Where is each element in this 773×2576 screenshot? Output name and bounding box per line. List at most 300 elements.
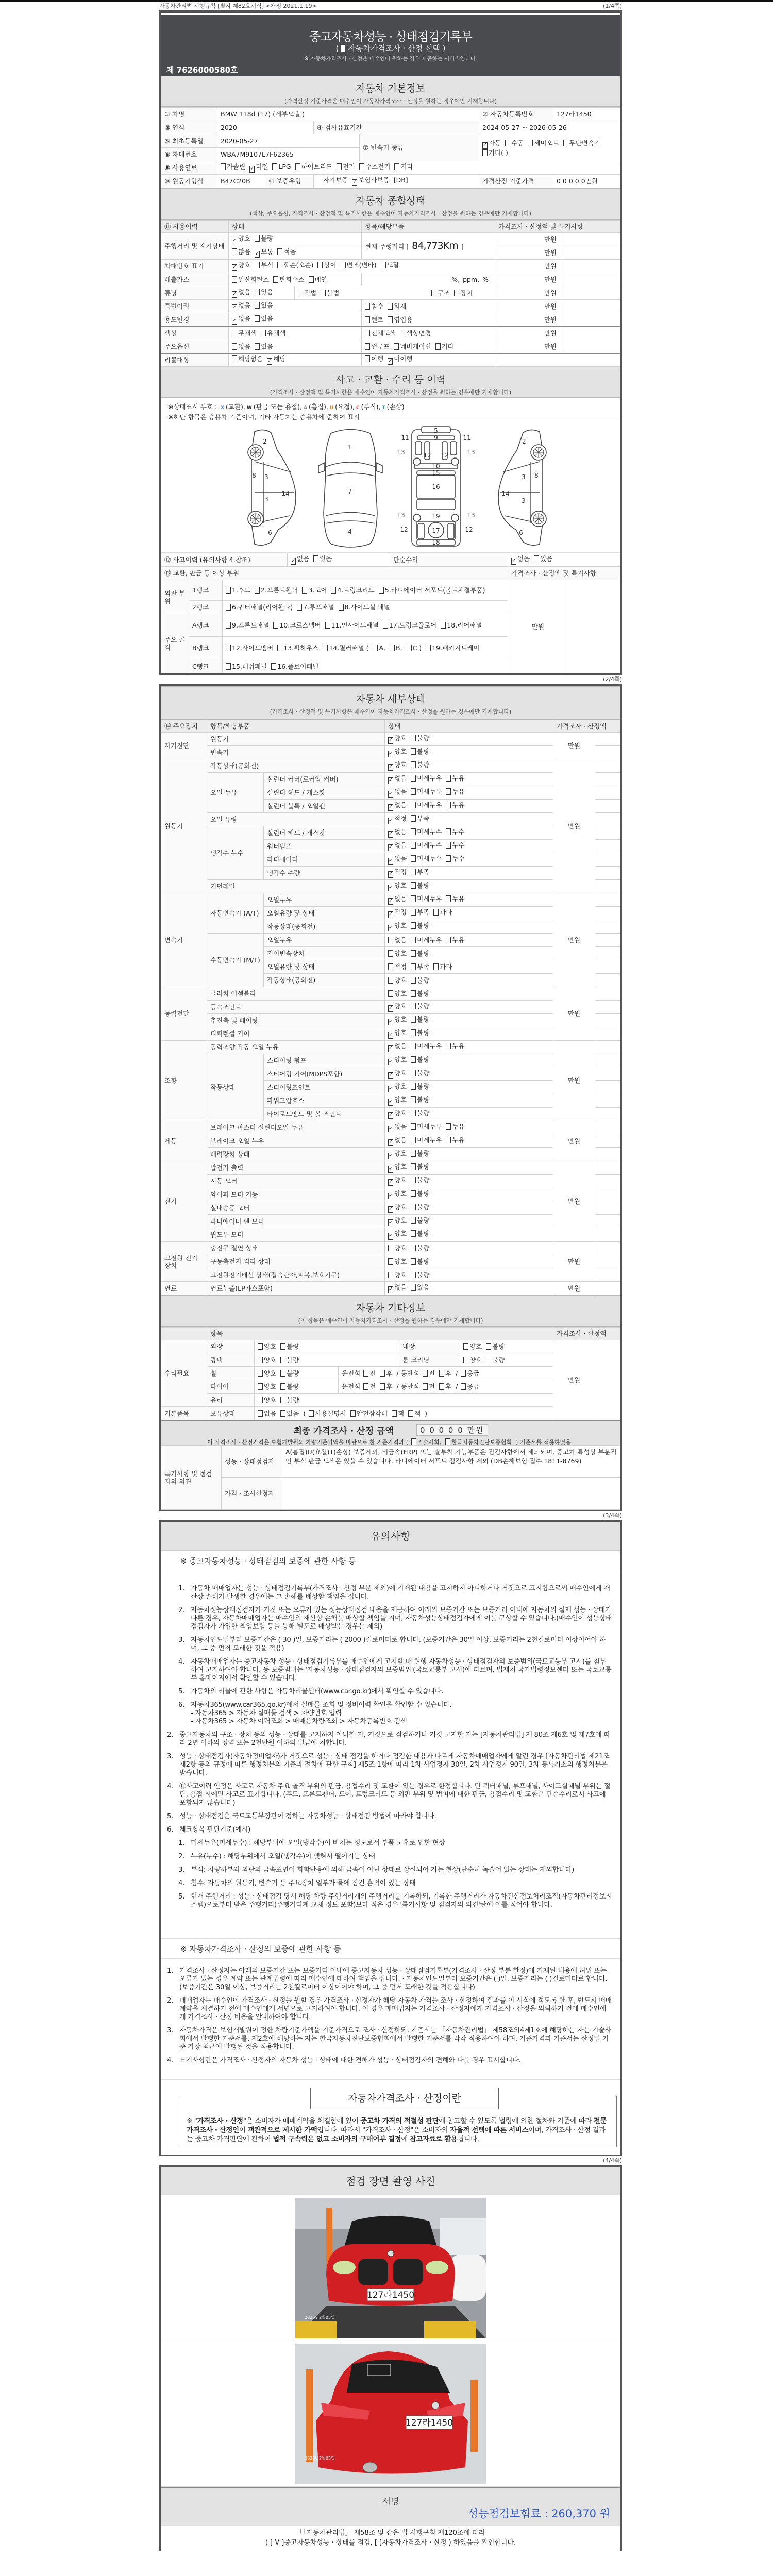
part-label: 발전기 출력 xyxy=(207,1161,385,1175)
status-cell xyxy=(385,1188,553,1201)
checkbox-option xyxy=(249,163,268,171)
table-row xyxy=(161,1228,623,1242)
checkbox-label: 없음 xyxy=(394,1136,407,1144)
checkbox-option xyxy=(232,301,250,309)
unchecked-box-icon xyxy=(317,262,323,268)
checkbox-option xyxy=(388,895,407,903)
checkbox-option xyxy=(388,1029,407,1037)
checkbox-label: 양호 xyxy=(394,1109,407,1117)
price-note xyxy=(561,273,622,286)
checked-box-icon xyxy=(232,238,237,244)
checked-box-icon xyxy=(388,911,393,918)
notes-section-2 xyxy=(161,1959,620,2079)
basic-info-title-bar xyxy=(161,76,620,107)
checkbox-label: 불량 xyxy=(417,748,430,755)
price-unit: 만원 xyxy=(553,1161,595,1242)
checkbox-option xyxy=(411,1271,429,1279)
checkbox-option xyxy=(411,1439,441,1446)
checkbox-option xyxy=(411,990,429,997)
device-group-label: 제동 xyxy=(161,1121,207,1161)
checkbox-label: 누유 xyxy=(452,801,465,809)
simple-repair-label: 단순수리 xyxy=(390,553,508,567)
checkbox-label: 하이브리드 xyxy=(301,163,332,171)
checkbox-label: 미이행 xyxy=(394,355,413,363)
checkbox-label: 과다 xyxy=(440,963,452,971)
checkbox-label: 양호 xyxy=(394,1216,407,1224)
checkbox-label: 누수 xyxy=(452,841,465,849)
checkbox-label: B, xyxy=(396,644,402,652)
checkbox-label: 미세누수 xyxy=(417,841,442,849)
checkbox-label: 불량 xyxy=(417,922,430,929)
checkbox-label: 과다 xyxy=(440,908,452,916)
diagram-part-number: 4 xyxy=(348,528,352,535)
checkbox-option xyxy=(411,1069,429,1077)
checkbox-option xyxy=(411,828,442,836)
diagram-part-number: 12 xyxy=(465,526,473,533)
price-note xyxy=(595,853,622,867)
diagram-part-number: 5 xyxy=(434,427,438,434)
first-registration-value: 2020-05-27 xyxy=(217,134,360,148)
checked-box-icon xyxy=(388,1126,393,1132)
checkbox-option xyxy=(388,1069,407,1077)
note-number: 1. xyxy=(178,1839,184,1847)
unchecked-box-icon xyxy=(261,330,266,336)
status-cell xyxy=(385,1121,553,1134)
note-item xyxy=(167,1701,612,1726)
unchecked-box-icon xyxy=(309,1410,314,1417)
unchecked-box-icon xyxy=(446,855,451,862)
checkbox-option xyxy=(394,163,413,171)
price-note xyxy=(595,1215,622,1228)
checked-box-icon xyxy=(388,1206,393,1213)
status-cell xyxy=(385,1175,553,1188)
status-cell xyxy=(385,1201,553,1215)
note-text: ⑫사고이력 인정은 사고로 자동차 주요 골격 부위의 판금, 용접수리 및 교환이 있는 경우로 한정합니다. 단 쿼터패널, 루프패널, 사이드실패널 부위는 절단, 용접 시에만 사고로 표기합니다. (후드, 프론트펜더, 도어, 트렁크리드 등 외판 부위 및 범퍼에 대한 판금, 용접수리 및 교환은 단순수리로서 사고에 포함되지 않습니다) xyxy=(179,1783,611,1807)
checkbox-label: 양호 xyxy=(394,1056,407,1063)
checkbox-label: 변조(변타) xyxy=(346,261,377,269)
photo-timestamp: 2026년2월05일 xyxy=(305,2455,335,2461)
device-group-label: 자기진단 xyxy=(161,733,207,759)
checkbox-label: 자가보증 xyxy=(323,176,348,184)
row-label: 특별이력 xyxy=(161,300,229,313)
checkbox-label: 양호 xyxy=(394,1190,407,1197)
checkbox-option xyxy=(388,1283,407,1291)
checkbox-option xyxy=(423,1369,435,1377)
table-row xyxy=(161,340,623,353)
definition-segment: 이며, 가격조사 · 산정 결과는 중고차 가격판단에 관하여 xyxy=(187,2126,606,2143)
checkbox-label: 없음 xyxy=(238,288,251,296)
checkbox-option xyxy=(486,1356,505,1364)
headlight-left xyxy=(333,2261,356,2274)
checked-box-icon xyxy=(249,166,255,173)
section-subtitle: (가격조사 · 산정액 및 특기사항은 매수인이 자동차가격조사 · 산정을 원하는 경우에만 기재합니다) xyxy=(270,708,512,715)
checked-box-icon xyxy=(388,1166,393,1173)
checkbox-option xyxy=(388,748,407,755)
checkbox-label: 불량 xyxy=(417,1203,430,1211)
wheel-house xyxy=(413,514,421,521)
section-title: 자동차 종합상태 xyxy=(356,195,426,207)
checkbox-label: 사용설명서 xyxy=(315,1410,346,1417)
part-label: 라디에이터 팬 모터 xyxy=(207,1215,385,1228)
rich-value xyxy=(388,1230,433,1238)
checkbox-option xyxy=(388,316,412,324)
unchecked-box-icon xyxy=(411,1123,416,1130)
unchecked-box-icon xyxy=(411,990,416,997)
note-number: 3. xyxy=(178,1636,184,1644)
price-note xyxy=(595,1340,622,1420)
unchecked-box-icon xyxy=(394,163,399,170)
table-row xyxy=(161,553,623,567)
document-number: 제 7626000580호 xyxy=(166,65,238,75)
unchecked-box-icon xyxy=(446,1123,451,1130)
unchecked-box-icon xyxy=(379,587,384,594)
table-row xyxy=(161,134,623,148)
rich-value xyxy=(258,1410,430,1417)
diagram-part-number: 2 xyxy=(522,438,526,445)
price-note xyxy=(595,1067,622,1081)
checkbox-option xyxy=(302,586,327,594)
note-text: 현재 주행거리 : 성능 · 상태점검 당시 해당 차량 주행거리계의 주행거리를 기록하되, 기록한 주행거리가 자동차전산정보처리조직(자동차관리정보시스템)으로부터 받은 주행거리(주행거리계 교체 정보 포함)보다 적은 경우 '특기사항 및 점검자의 의견'란에 이를 적어야 합니다. xyxy=(191,1893,612,1909)
checkbox-option xyxy=(411,815,429,822)
page-number: (3/4쪽) xyxy=(603,1512,622,1519)
price-note xyxy=(595,1242,622,1255)
part-label: 추진축 및 베어링 xyxy=(207,1014,385,1027)
paren-close: ) xyxy=(442,44,446,53)
checkbox-option xyxy=(408,1410,421,1417)
price-note xyxy=(561,300,622,313)
unchecked-box-icon xyxy=(411,842,416,849)
checkbox-label: 디젤 xyxy=(256,163,268,171)
checkbox-option xyxy=(255,343,273,350)
table-row xyxy=(161,260,623,273)
first-registration-label: ⑤ 최초등록일 xyxy=(161,134,217,148)
item-cell xyxy=(362,353,495,367)
checkbox-option xyxy=(392,1410,404,1417)
part-label: 워터펌프 xyxy=(264,840,385,853)
fuel-value xyxy=(217,161,623,175)
checkbox-label: 10.크로스멤버 xyxy=(279,621,321,629)
checkbox-label: 18.리어패널 xyxy=(447,621,482,629)
checkbox-label: 불량 xyxy=(417,976,430,984)
table-row xyxy=(161,1188,623,1201)
price-unit: 만원 xyxy=(553,1282,595,1295)
header-device: ⑭ 주요장치 xyxy=(161,720,207,733)
note-text: 자동차의 리콜에 관한 사항은 자동차리콜센터(www.car.go.kr)에서 확인할 수 있습니다. xyxy=(191,1688,444,1696)
table-row xyxy=(161,1242,623,1255)
note-text: 침수: 자동차의 원동기, 변속기 등 주요장치 일부가 물에 잠긴 흔적이 있는 상태 xyxy=(191,1879,416,1887)
unchecked-box-icon xyxy=(411,1056,416,1063)
rich-value xyxy=(226,586,490,594)
accident-title-bar xyxy=(161,367,620,398)
table-row xyxy=(161,1328,623,1340)
exhaust-tip xyxy=(363,2462,377,2472)
checked-box-icon xyxy=(388,925,393,931)
checkbox-option xyxy=(431,289,450,297)
diagram-part-number: 6 xyxy=(268,529,272,536)
wheel-spokes xyxy=(250,514,261,524)
price-unit: 만원 xyxy=(495,286,561,300)
engine-type-value: B47C20B xyxy=(217,175,265,188)
checkbox-option xyxy=(388,1015,407,1023)
checkbox-label: 불량 xyxy=(492,1356,505,1364)
checked-box-icon xyxy=(388,1179,393,1186)
checkbox-option xyxy=(297,603,334,611)
value-text: / 동반석 xyxy=(396,1369,419,1377)
checkbox-label: 불량 xyxy=(287,1396,299,1404)
price-note xyxy=(595,759,622,773)
wheel-house xyxy=(451,458,459,465)
header-item: 항목/해당부품 xyxy=(362,221,495,233)
checkbox-label: 미세누수 xyxy=(417,855,442,862)
rich-value xyxy=(226,603,394,611)
table-row xyxy=(161,1014,623,1027)
warranty-type-label: ⑩ 보증유형 xyxy=(265,175,314,188)
note-item xyxy=(167,1783,612,1807)
note-number: 4. xyxy=(167,1783,173,1790)
checkbox-option xyxy=(365,329,396,337)
checkbox-option xyxy=(280,1369,299,1377)
table-row xyxy=(161,934,623,947)
section-subtitle: (색상, 주요옵션, 가격조사 · 산정액 및 특기사항은 매수인이 자동차가격조사 · 산정을 원하는 경우에만 기재합니다) xyxy=(249,210,532,217)
symbol-c: C xyxy=(356,405,360,411)
unchecked-box-icon xyxy=(411,735,416,741)
checkbox-label: 양호 xyxy=(394,1096,407,1104)
symbol-x: X xyxy=(221,405,225,411)
unchecked-box-icon xyxy=(258,1410,263,1417)
status-cell xyxy=(385,733,553,746)
checkbox-option xyxy=(446,828,464,836)
checkbox-label: 양호 xyxy=(469,1356,482,1364)
unchecked-box-icon xyxy=(273,622,278,629)
rich-value xyxy=(365,240,467,251)
rich-value xyxy=(388,828,469,836)
rich-value xyxy=(232,276,331,283)
headlight-right xyxy=(426,2261,448,2274)
item-cell xyxy=(362,327,495,340)
checkbox-option xyxy=(411,882,429,889)
section-title: 사고 · 교환 · 수리 등 이력 xyxy=(335,374,446,385)
note-item xyxy=(167,1879,612,1888)
checkbox-option xyxy=(388,1123,407,1130)
checkbox-label: 불량 xyxy=(417,990,430,997)
checkbox-label: 불량 xyxy=(417,1096,430,1104)
rich-value xyxy=(388,882,433,889)
table-row xyxy=(161,987,623,1001)
checkbox-label: 불량 xyxy=(417,1163,430,1171)
note-item xyxy=(167,1636,612,1653)
header-blank xyxy=(161,1328,207,1340)
checkbox-option xyxy=(313,555,332,563)
note-text: 자동차인도일부터 보증기간은 ( 30 )일, 보증거리는 ( 2000 )킬로미터로 합니다. (보증기간은 30일 이상, 보증거리는 2천킬로미터 이상이어야 하며, 그 중 먼저 도래한 것을 적용) xyxy=(191,1636,606,1652)
checkbox-label: 수소전기 xyxy=(365,163,391,171)
unchecked-box-icon xyxy=(388,316,393,323)
price-note xyxy=(595,813,622,826)
price-unit: 만원 xyxy=(553,1121,595,1161)
unchecked-box-icon xyxy=(280,1410,285,1417)
price-note xyxy=(595,1014,622,1027)
unchecked-box-icon xyxy=(446,788,451,795)
rank-parts xyxy=(223,637,508,659)
part-label: 오일유량 및 상태 xyxy=(264,960,385,974)
checkbox-label: 양호 xyxy=(394,882,407,889)
unchecked-box-icon xyxy=(221,163,226,170)
transmission-value xyxy=(479,134,623,161)
checkbox-label: 장치 xyxy=(460,289,473,297)
checkbox-label: 양호 xyxy=(394,1258,407,1265)
note-text: 성능 · 상태점검자(자동차정비업자)가 거짓으로 성능 · 상태 점검을 하거나 점검한 내용과 다르게 자동차매매업자에게 알린 경우 [자동차관리법 제21조 제2항 등의 규정에 따른 행정처분의 기준과 절차에 관한 규칙] 제5조 1항에 따라 1차 사업정지 30일, 2차 사업정지 90일, 3차 등록취소의 행정처분을 받습니다. xyxy=(179,1753,610,1777)
underbody-part xyxy=(415,442,422,455)
page-number: (1/4쪽) xyxy=(603,3,622,9)
wheel-spokes xyxy=(250,447,261,457)
wheel-house xyxy=(413,458,421,465)
checkbox-option xyxy=(258,1343,276,1350)
checkbox-label: 후 xyxy=(445,1369,451,1377)
checkbox-label: 양호 xyxy=(394,1203,407,1211)
fuel-label: ⑧ 사용연료 xyxy=(161,161,217,175)
rich-value xyxy=(388,990,433,997)
unchecked-box-icon xyxy=(411,855,416,862)
checkbox-option xyxy=(411,1096,429,1104)
row-label: 튜닝 xyxy=(161,286,229,300)
status-cell xyxy=(385,1081,553,1094)
checkbox-label: 12.사이드멤버 xyxy=(232,644,274,652)
part-label: 파워고압호스 xyxy=(264,1094,385,1108)
checkbox-label: 있음 xyxy=(261,314,274,323)
table-row xyxy=(161,1446,621,1478)
checkbox-label: 많음 xyxy=(238,248,251,256)
diagram-part-number: 3 xyxy=(264,473,268,481)
unchecked-box-icon xyxy=(411,1003,416,1009)
unchecked-box-icon xyxy=(411,909,416,916)
checkbox-label: 양호 xyxy=(394,1163,407,1171)
diagram-part-number: 14 xyxy=(501,490,510,497)
checkbox-option xyxy=(379,586,485,594)
part-label: 커먼레일 xyxy=(207,880,385,893)
note-item xyxy=(167,1688,612,1696)
price-note xyxy=(595,826,622,840)
status-cell xyxy=(229,246,362,260)
checkbox-option xyxy=(388,355,412,363)
part-label: 실린더 헤드 / 개스킷 xyxy=(264,826,385,840)
note-body xyxy=(191,1701,612,1726)
note-body xyxy=(191,1866,612,1874)
status-cell xyxy=(229,273,362,286)
price-unit: 만원 xyxy=(495,313,561,327)
checkbox-label: 불량 xyxy=(287,1369,299,1377)
part-label: 연료누출(LP가스포함) xyxy=(207,1282,385,1295)
status-cell xyxy=(385,907,553,920)
checkbox-label: 양호 xyxy=(394,1149,407,1157)
part-label: 라디에이터 xyxy=(264,853,385,867)
unchecked-box-icon xyxy=(411,1258,416,1265)
note-body xyxy=(191,1606,612,1631)
diagram-part-number: 10 xyxy=(432,463,440,470)
wheel-spokes xyxy=(533,447,544,457)
rich-value xyxy=(451,276,492,283)
unchecked-box-icon xyxy=(505,140,510,146)
simple-repair-value xyxy=(508,553,623,567)
checkbox-option xyxy=(411,855,442,862)
unchecked-box-icon xyxy=(433,909,439,916)
checkbox-option xyxy=(295,163,332,171)
status-cell xyxy=(385,1255,553,1268)
diagram-part-number: 12 xyxy=(423,452,431,459)
table-row xyxy=(161,1407,623,1420)
note-item xyxy=(167,1826,612,1914)
symbol-desc: (교환), xyxy=(226,403,245,411)
part-label: 고전원전기배선 상태(접속단자,피복,보호기구) xyxy=(207,1268,385,1282)
ramp-plate-left xyxy=(295,2321,337,2338)
kidney-grille-right xyxy=(393,2259,423,2285)
other-info-table xyxy=(161,1327,622,1420)
checkbox-label: 이행 xyxy=(371,355,384,363)
price-note xyxy=(561,233,622,246)
checkbox-option xyxy=(226,663,267,670)
status-cell xyxy=(229,300,362,313)
unchecked-box-icon xyxy=(486,1343,491,1350)
note-text: 누유(누수) : 해당부위에서 오일(냉각수)이 맺혀서 떨어지는 상태 xyxy=(191,1853,375,1860)
unchecked-box-icon xyxy=(482,149,488,156)
definition-segment: 객관적으로 제시한 가액 xyxy=(247,2126,317,2134)
table-row xyxy=(161,313,623,327)
checkbox-option xyxy=(388,963,407,971)
car-diagram-svg xyxy=(161,420,620,553)
part-label: 스티어링 펌프 xyxy=(264,1054,385,1067)
checkbox-option xyxy=(280,1383,299,1391)
checkbox-label: 없음 xyxy=(394,801,407,809)
status-cell xyxy=(385,1215,553,1228)
final-price-amount: 0 0 0 0 0 만원 xyxy=(416,1424,488,1436)
checkbox-label: 부족 xyxy=(417,868,430,876)
unchecked-box-icon xyxy=(411,1284,416,1291)
checkbox-label: 양호 xyxy=(394,748,407,755)
price-note xyxy=(568,580,623,673)
unchecked-box-icon xyxy=(411,937,416,943)
table-row xyxy=(161,1353,623,1367)
diagram-part-number: 18 xyxy=(432,539,440,546)
checkbox-option xyxy=(411,1163,429,1171)
note-text: 자동차가격은 보험개발원이 정한 차량기준가액을 기준가격으로 조사 · 산정하되, 기준서는 「자동차관리법」 제58조의4제1호에 해당하는 자는 기술사회에서 발행한 기준서를, 제2호에 해당하는 자는 한국자동차진단보증협회에서 발행한 기준서를 각각 적용하여야 하며, 기준가격과 기준서는 산정일 기준 가장 최근에 발행된 것을 적용합니다. xyxy=(179,2027,611,2051)
part-label: 브레이크 오일 누유 xyxy=(207,1134,385,1148)
rich-value xyxy=(388,1056,433,1063)
section-subtitle: (가격조사 · 산정액 및 특기사항은 매수인이 자동차가격조사 · 산정을 원하는 경우에만 기재합니다) xyxy=(270,389,512,396)
special-notes-label: 특기사항 및 점검자의 의견 xyxy=(161,1446,222,1510)
checkbox-label: 누유 xyxy=(452,1136,465,1144)
item-label: 유리 xyxy=(207,1394,255,1407)
checkbox-option xyxy=(433,908,452,916)
position-cell xyxy=(339,1380,553,1394)
diagram-part-number: 3 xyxy=(522,497,526,504)
notes-section-1-heading: ※ 중고자동차성능 · 상태점검의 보증에 관한 사항 등 xyxy=(161,1551,620,1571)
note-text: 부식: 차량하부와 외판의 금속표면이 화학반응에 의해 금속이 아닌 상태로 상실되어 가는 현상(단순히 녹슬어 있는 상태는 제외합니다) xyxy=(191,1866,574,1874)
rich-value xyxy=(388,976,433,984)
checkbox-label: 양호 xyxy=(394,1230,407,1238)
table-row xyxy=(161,1054,623,1067)
rich-value xyxy=(388,868,433,876)
rich-value xyxy=(388,1109,433,1117)
checkbox-option xyxy=(388,1190,407,1197)
rich-value xyxy=(388,855,469,862)
diagram-part-number: 16 xyxy=(432,483,440,490)
unchecked-box-icon xyxy=(423,1383,428,1390)
unchecked-box-icon xyxy=(411,895,416,902)
checkbox-label: 도말 xyxy=(386,261,399,269)
checkbox-option xyxy=(325,621,379,629)
rank-label: 2랭크 xyxy=(189,601,223,614)
unchecked-box-icon xyxy=(394,343,399,350)
checkbox-option xyxy=(400,329,431,337)
unchecked-box-icon xyxy=(411,882,416,889)
